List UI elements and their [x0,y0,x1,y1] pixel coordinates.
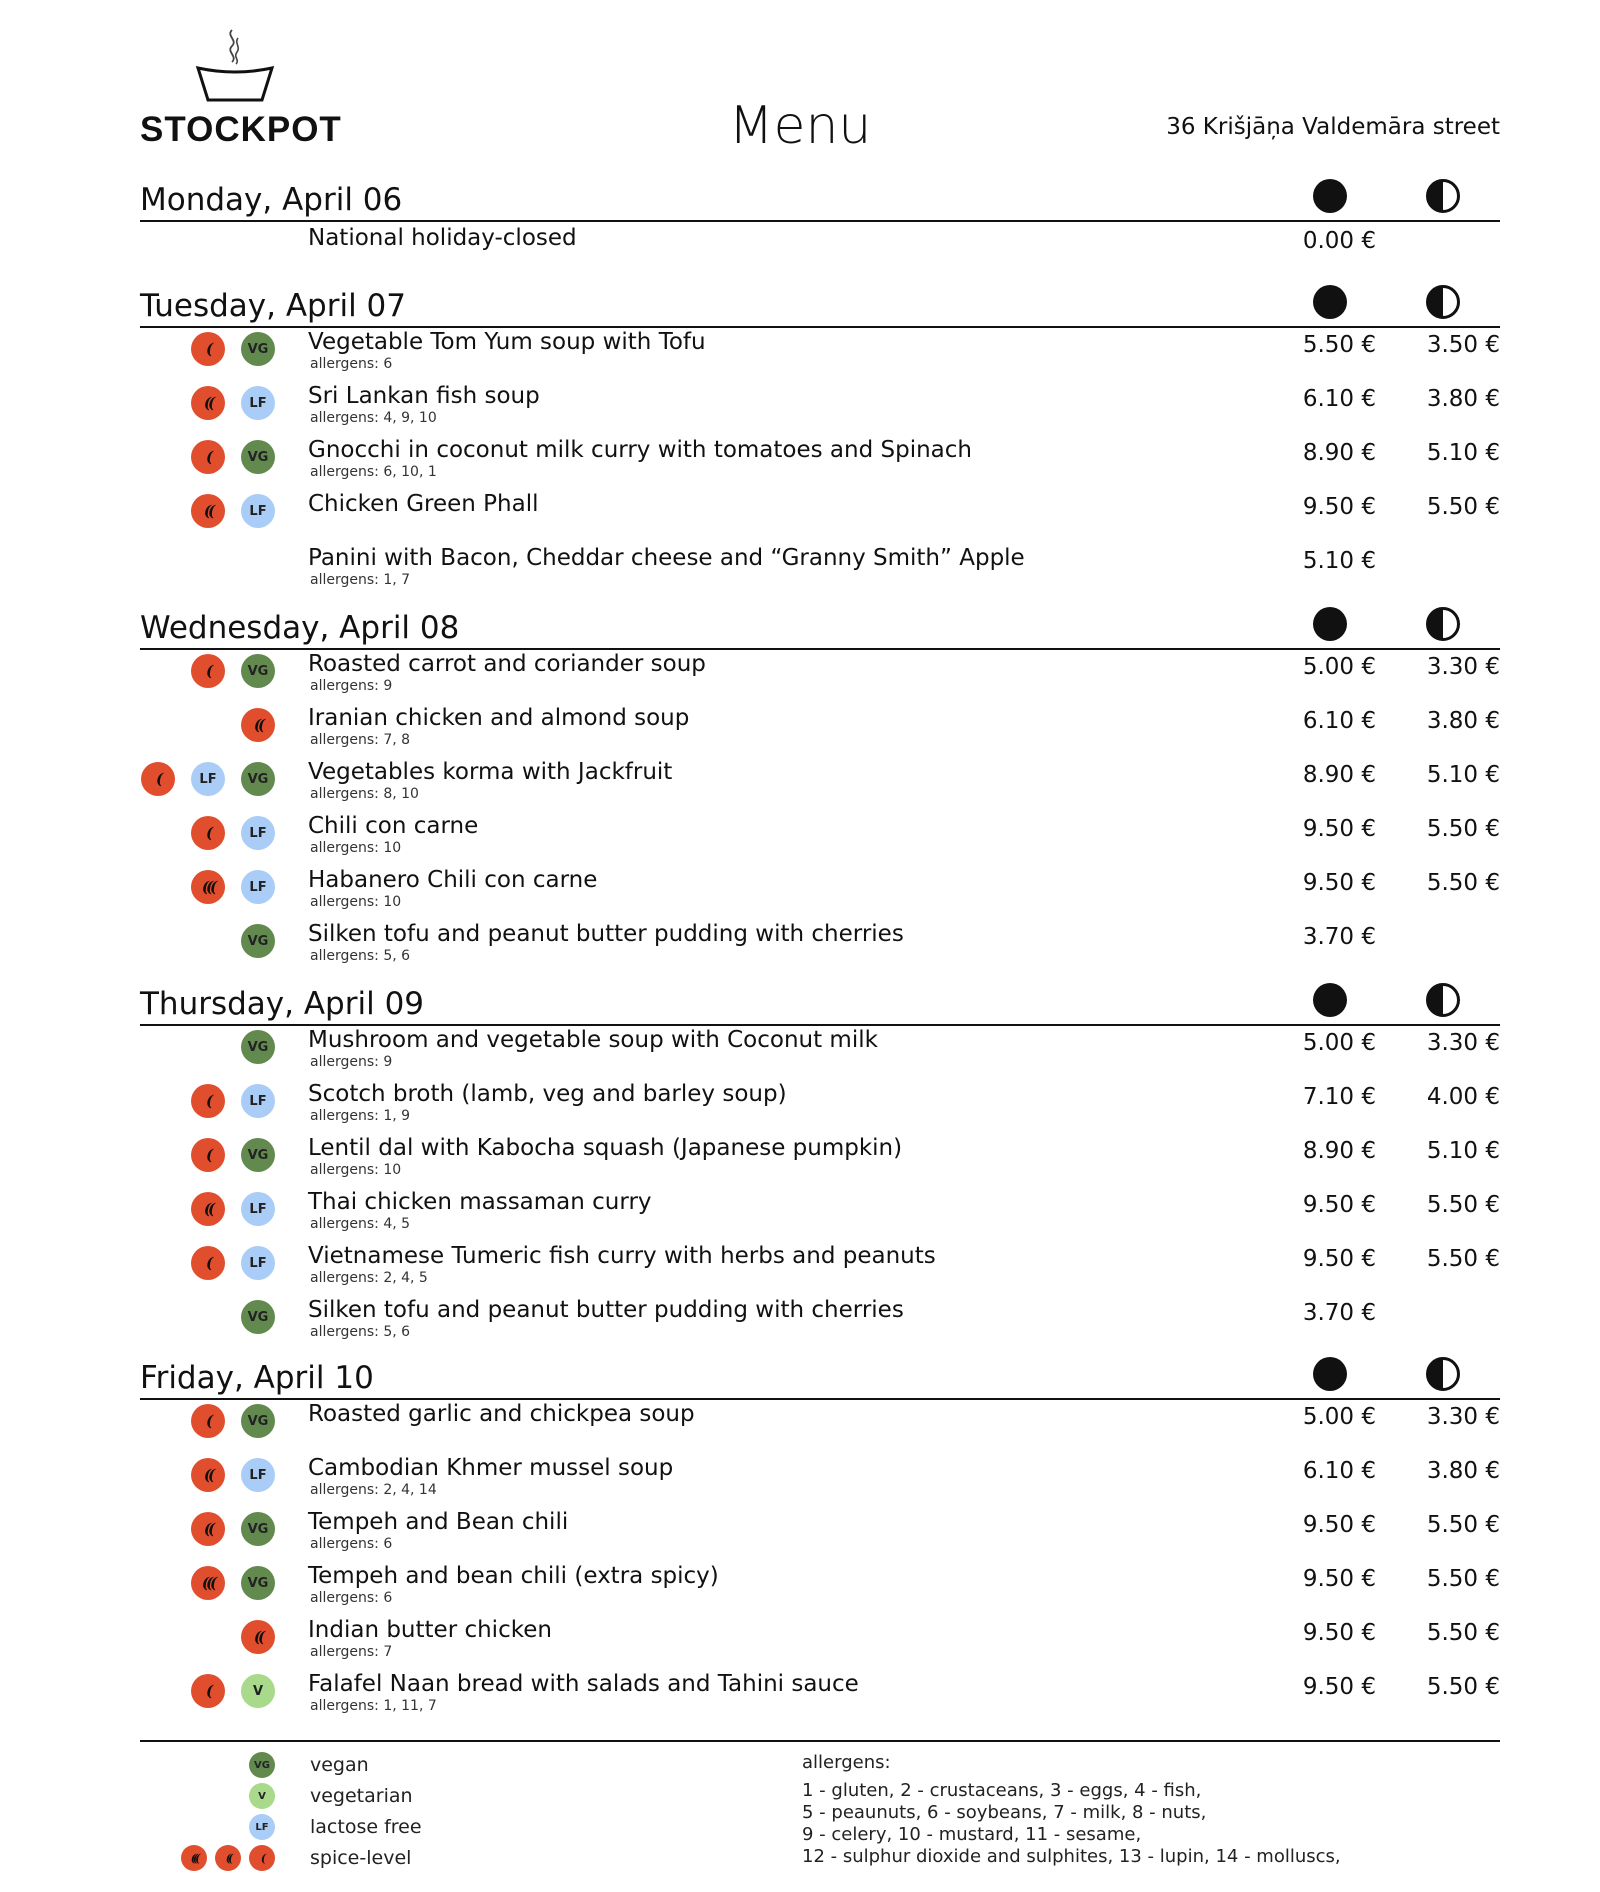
chili-pepper-icon: ((( [190,1851,198,1865]
price-half-portion: 3.50 € [1426,332,1500,358]
menu-item [140,1080,1500,1134]
price-half-portion: 5.50 € [1426,1620,1500,1646]
spice-level-2-icon [191,386,225,420]
allergen-legend-title: allergens: [802,1752,891,1773]
spice-level-1-icon [191,440,225,474]
item-allergens: allergens: 4, 9, 10 [310,410,437,426]
day-section [140,1352,1500,1724]
chili-pepper-icon: ( [205,1092,211,1110]
day-section [140,280,1500,598]
item-name: Roasted carrot and coriander soup [308,651,706,677]
half-portion-icon [1426,1357,1460,1391]
item-allergens: allergens: 6, 10, 1 [310,464,437,480]
day-section [140,978,1500,1350]
item-allergens: allergens: 2, 4, 5 [310,1270,428,1286]
price-half-portion: 3.30 € [1426,1404,1500,1430]
vegan-icon: VG [241,1030,275,1064]
allergen-legend-line: 1 - gluten, 2 - crustaceans, 3 - eggs, 4 - fish, [802,1780,1202,1801]
spice-level-1-icon [191,1246,225,1280]
spice-level-3-icon [191,1566,225,1600]
menu-item [140,224,1500,278]
day-title: Friday, April 10 [140,1360,374,1396]
legend-footer [140,1740,1500,1892]
menu-item [140,436,1500,490]
item-name: Chicken Green Phall [308,491,539,517]
item-allergens: allergens: 2, 4, 14 [310,1482,437,1498]
lactose-free-icon: LF [241,1458,275,1492]
legend-label: vegetarian [310,1785,413,1807]
menu-item [140,1134,1500,1188]
item-name: Indian butter chicken [308,1617,552,1643]
diet-icons [191,1192,275,1226]
item-allergens: allergens: 7, 8 [310,732,411,748]
price-half-portion: 5.50 € [1426,816,1500,842]
item-allergens: allergens: 1, 9 [310,1108,411,1124]
spice-level-1-icon [141,762,175,796]
legend-icons [140,1845,275,1871]
menu-item [140,1670,1500,1724]
chili-pepper-icon: ( [155,770,161,788]
chili-pepper-icon: ((( [201,1574,215,1592]
price-full-portion: 9.50 € [1302,870,1376,896]
item-name: Panini with Bacon, Cheddar cheese and “Granny Smith” Apple [308,545,1025,571]
price-half-portion: 3.80 € [1426,708,1500,734]
day-title: Thursday, April 09 [140,986,425,1022]
lactose-free-icon: LF [241,1084,275,1118]
item-name: National holiday-closed [308,225,577,251]
diet-icons [191,816,275,850]
legend-item [140,1845,840,1875]
price-full-portion: 8.90 € [1302,762,1376,788]
chili-pepper-icon: (( [203,1466,213,1484]
item-allergens: allergens: 10 [310,894,402,910]
price-full-portion: 9.50 € [1302,1192,1376,1218]
diet-icons [191,1404,275,1438]
day-title: Tuesday, April 07 [140,288,406,324]
item-allergens: allergens: 6 [310,1536,393,1552]
spice-level-2-icon [215,1845,241,1871]
menu-item [140,1188,1500,1242]
day-section [140,602,1500,974]
menu-item [140,650,1500,704]
item-name: Gnocchi in coconut milk curry with tomatoes and Spinach [308,437,973,463]
menu-item [140,1562,1500,1616]
vegan-icon: VG [249,1752,275,1778]
diet-icons [141,762,275,796]
half-portion-icon [1426,179,1460,213]
price-full-portion: 9.50 € [1302,1620,1376,1646]
item-allergens: allergens: 10 [310,840,402,856]
diet-icons [241,1030,275,1064]
item-name: Scotch broth (lamb, veg and barley soup) [308,1081,787,1107]
price-full-portion: 9.50 € [1302,1512,1376,1538]
spice-level-2-icon [241,708,275,742]
day-title: Wednesday, April 08 [140,610,460,646]
day-header [140,602,1500,650]
price-full-portion: 0.00 € [1302,228,1376,254]
spice-level-2-icon [191,1512,225,1546]
lactose-free-icon: LF [241,494,275,528]
chili-pepper-icon: ( [205,1254,211,1272]
diet-icons [191,440,275,474]
price-half-portion: 5.50 € [1426,870,1500,896]
diet-icons [191,494,275,528]
vegan-icon: VG [241,440,275,474]
item-allergens: allergens: 9 [310,678,393,694]
item-allergens: allergens: 7 [310,1644,393,1660]
chili-pepper-icon: ( [205,824,211,842]
menu-item [140,704,1500,758]
price-full-portion: 9.50 € [1302,816,1376,842]
menu-item [140,1454,1500,1508]
vegan-icon: VG [241,1566,275,1600]
vegan-icon: VG [241,1138,275,1172]
diet-icons [191,654,275,688]
spice-level-2-icon [241,1620,275,1654]
price-half-portion: 5.50 € [1426,1192,1500,1218]
page-title-text: Menu [728,96,872,156]
spice-level-1-icon [191,1404,225,1438]
legend-label: lactose free [310,1816,422,1838]
chili-pepper-icon: ( [205,1146,211,1164]
price-full-portion: 5.10 € [1302,548,1376,574]
half-portion-icon [1426,607,1460,641]
chili-pepper-icon: (( [253,1628,263,1646]
price-full-portion: 9.50 € [1302,1566,1376,1592]
price-full-portion: 3.70 € [1302,924,1376,950]
lactose-free-icon: LF [241,1246,275,1280]
menu-item [140,1242,1500,1296]
spice-level-1-icon [191,1084,225,1118]
diet-icons [191,1246,275,1280]
diet-icons [241,708,275,742]
price-half-portion: 3.80 € [1426,386,1500,412]
legend-item [140,1783,840,1813]
spice-level-1-icon [191,1138,225,1172]
price-full-portion: 5.50 € [1302,332,1376,358]
full-portion-icon [1313,1357,1347,1391]
spice-level-1-icon [191,816,225,850]
menu-item [140,1026,1500,1080]
item-name: Silken tofu and peanut butter pudding with cherries [308,1297,904,1323]
legend-icons [140,1783,275,1809]
day-header [140,174,1500,222]
price-full-portion: 6.10 € [1302,386,1376,412]
diet-icons [191,1138,275,1172]
full-portion-icon [1313,983,1347,1017]
day-header [140,280,1500,328]
price-half-portion: 3.80 € [1426,1458,1500,1484]
item-allergens: allergens: 8, 10 [310,786,419,802]
chili-pepper-icon: ( [260,1851,264,1865]
item-name: Cambodian Khmer mussel soup [308,1455,674,1481]
spice-level-3-icon [191,870,225,904]
chili-pepper-icon: ((( [201,878,215,896]
price-half-portion: 5.10 € [1426,762,1500,788]
item-allergens: allergens: 1, 11, 7 [310,1698,437,1714]
item-name: Thai chicken massaman curry [308,1189,652,1215]
menu-item [140,544,1500,598]
legend-icons [140,1752,275,1778]
allergen-legend [802,1752,1341,1868]
logo-text: STOCKPOT [140,110,342,149]
day-header [140,978,1500,1026]
item-name: Sri Lankan fish soup [308,383,540,409]
legend-label: vegan [310,1754,369,1776]
menu-item [140,1296,1500,1350]
price-half-portion: 5.50 € [1426,1566,1500,1592]
spice-level-2-icon [191,1192,225,1226]
legend-item [140,1752,840,1782]
diet-icons [191,1512,275,1546]
diet-icons [191,1084,275,1118]
item-allergens: allergens: 9 [310,1054,393,1070]
diet-icons [241,1620,275,1654]
price-full-portion: 8.90 € [1302,1138,1376,1164]
full-portion-icon [1313,179,1347,213]
menu-item [140,328,1500,382]
price-half-portion: 4.00 € [1426,1084,1500,1110]
restaurant-address: 36 Krišjāņa Valdemāra street [1166,114,1500,140]
spice-level-1-icon [249,1845,275,1871]
price-full-portion: 8.90 € [1302,440,1376,466]
menu-item [140,920,1500,974]
menu-item [140,490,1500,544]
diet-icons [191,870,275,904]
price-half-portion: 3.30 € [1426,654,1500,680]
item-name: Roasted garlic and chickpea soup [308,1401,695,1427]
spice-level-2-icon [191,1458,225,1492]
item-name: Habanero Chili con carne [308,867,598,893]
vegan-icon: VG [241,924,275,958]
chili-pepper-icon: ( [205,1682,211,1700]
item-name: Tempeh and Bean chili [308,1509,569,1535]
price-full-portion: 3.70 € [1302,1300,1376,1326]
chili-pepper-icon: ( [205,340,211,358]
price-half-portion: 3.30 € [1426,1030,1500,1056]
item-name: Lentil dal with Kabocha squash (Japanese pumpkin) [308,1135,903,1161]
item-name: Falafel Naan bread with salads and Tahini sauce [308,1671,859,1697]
menu-item [140,866,1500,920]
item-allergens: allergens: 4, 5 [310,1216,411,1232]
legend-icons [140,1814,275,1840]
diet-icons [191,332,275,366]
item-allergens: allergens: 1, 7 [310,572,411,588]
vegan-icon: VG [241,1404,275,1438]
price-full-portion: 9.50 € [1302,494,1376,520]
legend-item [140,1814,840,1844]
price-half-portion: 5.50 € [1426,1512,1500,1538]
price-full-portion: 9.50 € [1302,1674,1376,1700]
price-full-portion: 5.00 € [1302,1404,1376,1430]
price-half-portion: 5.10 € [1426,1138,1500,1164]
chili-pepper-icon: ( [205,1412,211,1430]
chili-pepper-icon: (( [203,502,213,520]
price-full-portion: 6.10 € [1302,708,1376,734]
lactose-free-icon: LF [241,386,275,420]
half-portion-icon [1426,285,1460,319]
diet-icons [241,1300,275,1334]
spice-level-3-icon [181,1845,207,1871]
spice-level-1-icon [191,654,225,688]
allergen-legend-line: 12 - sulphur dioxide and sulphites, 13 - lupin, 14 - molluscs, [802,1846,1341,1867]
menu-item [140,382,1500,436]
item-allergens: allergens: 10 [310,1162,402,1178]
price-half-portion: 5.50 € [1426,1246,1500,1272]
menu-item [140,1616,1500,1670]
item-allergens: allergens: 6 [310,356,393,372]
item-name: Vegetables korma with Jackfruit [308,759,673,785]
legend-label: spice-level [310,1847,412,1869]
menu-item [140,1508,1500,1562]
price-half-portion: 5.10 € [1426,440,1500,466]
chili-pepper-icon: ( [205,662,211,680]
chili-pepper-icon: (( [225,1851,231,1865]
price-half-portion: 5.50 € [1426,1674,1500,1700]
vegan-icon: VG [241,1512,275,1546]
item-name: Vietnamese Tumeric fish curry with herbs and peanuts [308,1243,936,1269]
vegan-icon: VG [241,1300,275,1334]
allergen-legend-line: 9 - celery, 10 - mustard, 11 - sesame, [802,1824,1142,1845]
chili-pepper-icon: ( [205,448,211,466]
allergen-legend-line: 5 - peaunuts, 6 - soybeans, 7 - milk, 8 - nuts, [802,1802,1207,1823]
half-portion-icon [1426,983,1460,1017]
lactose-free-icon: LF [241,1192,275,1226]
menu-item [140,1400,1500,1454]
item-name: Tempeh and bean chili (extra spicy) [308,1563,719,1589]
lactose-free-icon: LF [241,816,275,850]
price-full-portion: 5.00 € [1302,654,1376,680]
price-full-portion: 7.10 € [1302,1084,1376,1110]
price-full-portion: 9.50 € [1302,1246,1376,1272]
item-name: Silken tofu and peanut butter pudding with cherries [308,921,904,947]
item-name: Mushroom and vegetable soup with Coconut milk [308,1027,878,1053]
vegan-icon: VG [241,762,275,796]
item-allergens: allergens: 6 [310,1590,393,1606]
item-name: Iranian chicken and almond soup [308,705,690,731]
price-full-portion: 5.00 € [1302,1030,1376,1056]
diet-icons [191,1458,275,1492]
day-header [140,1352,1500,1400]
vegan-icon: VG [241,654,275,688]
vegan-icon: VG [241,332,275,366]
full-portion-icon [1313,607,1347,641]
vegetarian-icon: V [249,1783,275,1809]
chili-pepper-icon: (( [253,716,263,734]
lactose-free-icon: LF [241,870,275,904]
chili-pepper-icon: (( [203,1520,213,1538]
diet-icons [191,1566,275,1600]
day-title: Monday, April 06 [140,182,403,218]
full-portion-icon [1313,285,1347,319]
price-full-portion: 6.10 € [1302,1458,1376,1484]
lactose-free-icon: LF [191,762,225,796]
chili-pepper-icon: (( [203,394,213,412]
menu-item [140,812,1500,866]
item-name: Chili con carne [308,813,479,839]
item-allergens: allergens: 5, 6 [310,948,411,964]
diet-icons [241,924,275,958]
spice-level-1-icon [191,1674,225,1708]
spice-level-1-icon [191,332,225,366]
chili-pepper-icon: (( [203,1200,213,1218]
diet-icons [191,1674,275,1708]
menu-item [140,758,1500,812]
lactose-free-icon: LF [249,1814,275,1840]
item-allergens: allergens: 5, 6 [310,1324,411,1340]
vegetarian-icon: V [241,1674,275,1708]
price-half-portion: 5.50 € [1426,494,1500,520]
day-section [140,174,1500,278]
spice-level-2-icon [191,494,225,528]
diet-icons [191,386,275,420]
item-name: Vegetable Tom Yum soup with Tofu [308,329,706,355]
